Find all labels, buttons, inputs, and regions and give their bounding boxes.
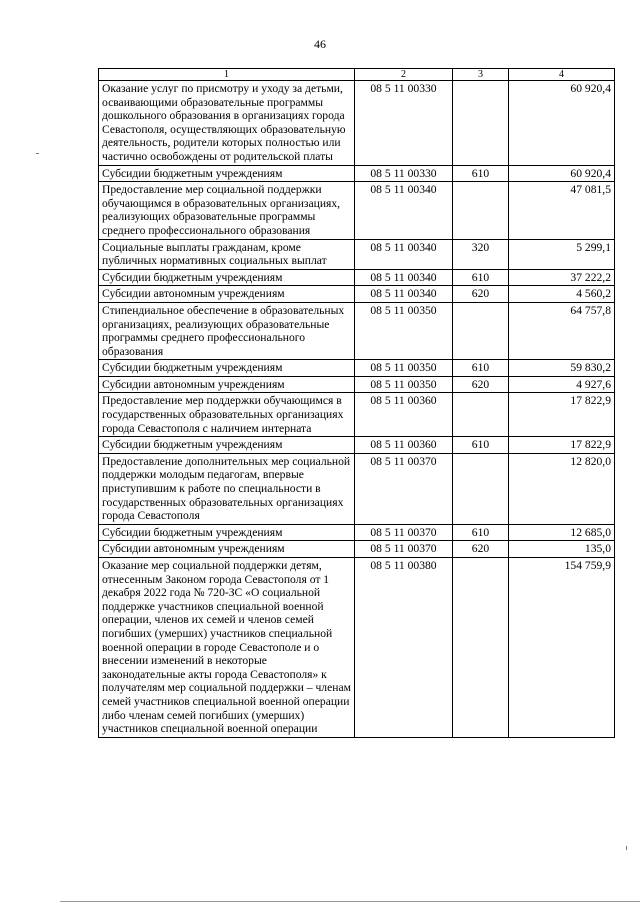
row-amount: 4 927,6 bbox=[509, 376, 615, 393]
row-code: 08 5 11 00340 bbox=[355, 286, 453, 303]
table-row bbox=[99, 558, 615, 738]
scan-edge-line bbox=[60, 901, 640, 902]
row-type bbox=[453, 453, 509, 524]
row-type: 610 bbox=[453, 360, 509, 377]
row-type: 620 bbox=[453, 541, 509, 558]
table-row bbox=[99, 239, 615, 269]
row-code: 08 5 11 00360 bbox=[355, 393, 453, 437]
table-row bbox=[99, 393, 615, 437]
table-row bbox=[99, 81, 615, 166]
row-code: 08 5 11 00330 bbox=[355, 165, 453, 182]
row-code: 08 5 11 00350 bbox=[355, 376, 453, 393]
table-row bbox=[99, 360, 615, 377]
row-type: 610 bbox=[453, 165, 509, 182]
row-name: Субсидии автономным учреждениям bbox=[99, 541, 355, 558]
row-amount: 60 920,4 bbox=[509, 81, 615, 166]
row-type bbox=[453, 558, 509, 738]
row-type bbox=[453, 393, 509, 437]
row-code: 08 5 11 00330 bbox=[355, 81, 453, 166]
table-row bbox=[99, 376, 615, 393]
row-amount: 4 560,2 bbox=[509, 286, 615, 303]
row-name: Предоставление мер поддержки обучающимся в государственных образовательных организациях города Севастополя с наличием интерната bbox=[99, 393, 355, 437]
table-row bbox=[99, 182, 615, 239]
row-name: Стипендиальное обеспечение в образовательных организациях, реализующих образовательные программы среднего профессионального образования bbox=[99, 302, 355, 359]
table-row bbox=[99, 269, 615, 286]
row-code: 08 5 11 00370 bbox=[355, 524, 453, 541]
row-code: 08 5 11 00340 bbox=[355, 239, 453, 269]
row-code: 08 5 11 00350 bbox=[355, 302, 453, 359]
row-name: Субсидии бюджетным учреждениям bbox=[99, 269, 355, 286]
header-col-3: 3 bbox=[453, 69, 509, 81]
row-name: Субсидии бюджетным учреждениям bbox=[99, 360, 355, 377]
row-type bbox=[453, 302, 509, 359]
row-name: Оказание мер социальной поддержки детям, отнесенным Законом города Севастополя от 1 декабря 2022 года № 720-ЗС «О социальной поддержке участников специальной военной операции, членов их семей и членов семей погибших (умерших) участников специальной военной операции в городе Севастополе и о внесении изменений в некоторые законодательные акты города Севастополя» к получателям мер социальной поддержки – членам семей участников специальной военной операции либо членам семей погибших (умерших) участников специальной военной операции bbox=[99, 558, 355, 738]
row-name: Субсидии бюджетным учреждениям bbox=[99, 437, 355, 454]
table-row bbox=[99, 524, 615, 541]
header-col-2: 2 bbox=[355, 69, 453, 81]
row-code: 08 5 11 00350 bbox=[355, 360, 453, 377]
row-amount: 60 920,4 bbox=[509, 165, 615, 182]
row-amount: 17 822,9 bbox=[509, 437, 615, 454]
row-amount: 12 685,0 bbox=[509, 524, 615, 541]
row-type: 610 bbox=[453, 269, 509, 286]
row-amount: 59 830,2 bbox=[509, 360, 615, 377]
row-amount: 37 222,2 bbox=[509, 269, 615, 286]
page-number: 46 bbox=[314, 37, 326, 51]
row-name: Субсидии автономным учреждениям bbox=[99, 376, 355, 393]
row-name: Субсидии бюджетным учреждениям bbox=[99, 524, 355, 541]
row-name: Субсидии автономным учреждениям bbox=[99, 286, 355, 303]
row-amount: 5 299,1 bbox=[509, 239, 615, 269]
table-row bbox=[99, 437, 615, 454]
row-type: 320 bbox=[453, 239, 509, 269]
table-header-row bbox=[99, 69, 615, 81]
row-amount: 12 820,0 bbox=[509, 453, 615, 524]
row-name: Предоставление мер социальной поддержки обучающимся в образовательных организациях, реализующих образовательные программы среднего профессионального образования bbox=[99, 182, 355, 239]
row-name: Социальные выплаты гражданам, кроме публичных нормативных социальных выплат bbox=[99, 239, 355, 269]
scan-speck bbox=[626, 846, 627, 850]
row-type: 620 bbox=[453, 286, 509, 303]
row-type bbox=[453, 182, 509, 239]
row-code: 08 5 11 00340 bbox=[355, 269, 453, 286]
budget-table bbox=[98, 68, 615, 738]
table-row bbox=[99, 286, 615, 303]
row-code: 08 5 11 00370 bbox=[355, 541, 453, 558]
row-amount: 64 757,8 bbox=[509, 302, 615, 359]
row-amount: 17 822,9 bbox=[509, 393, 615, 437]
row-code: 08 5 11 00360 bbox=[355, 437, 453, 454]
table-row bbox=[99, 453, 615, 524]
scan-speck bbox=[36, 153, 39, 154]
row-type: 620 bbox=[453, 376, 509, 393]
row-name: Субсидии бюджетным учреждениям bbox=[99, 165, 355, 182]
row-amount: 47 081,5 bbox=[509, 182, 615, 239]
table-row bbox=[99, 165, 615, 182]
row-code: 08 5 11 00380 bbox=[355, 558, 453, 738]
row-type bbox=[453, 81, 509, 166]
row-code: 08 5 11 00370 bbox=[355, 453, 453, 524]
row-type: 610 bbox=[453, 437, 509, 454]
row-name: Предоставление дополнительных мер социальной поддержки молодым педагогам, впервые приступившим к работе по специальности в государственных образовательных организациях города Севастополя bbox=[99, 453, 355, 524]
row-amount: 154 759,9 bbox=[509, 558, 615, 738]
table-row bbox=[99, 302, 615, 359]
header-col-4: 4 bbox=[509, 69, 615, 81]
row-code: 08 5 11 00340 bbox=[355, 182, 453, 239]
row-amount: 135,0 bbox=[509, 541, 615, 558]
table-row bbox=[99, 541, 615, 558]
row-name: Оказание услуг по присмотру и уходу за детьми, осваивающими образовательные программы дошкольного образования в организациях города Севастополя, осуществляющих образовательную деятельность, родители которых полностью или частично освобождены от родительской платы bbox=[99, 81, 355, 166]
row-type: 610 bbox=[453, 524, 509, 541]
header-col-1: 1 bbox=[99, 69, 355, 81]
